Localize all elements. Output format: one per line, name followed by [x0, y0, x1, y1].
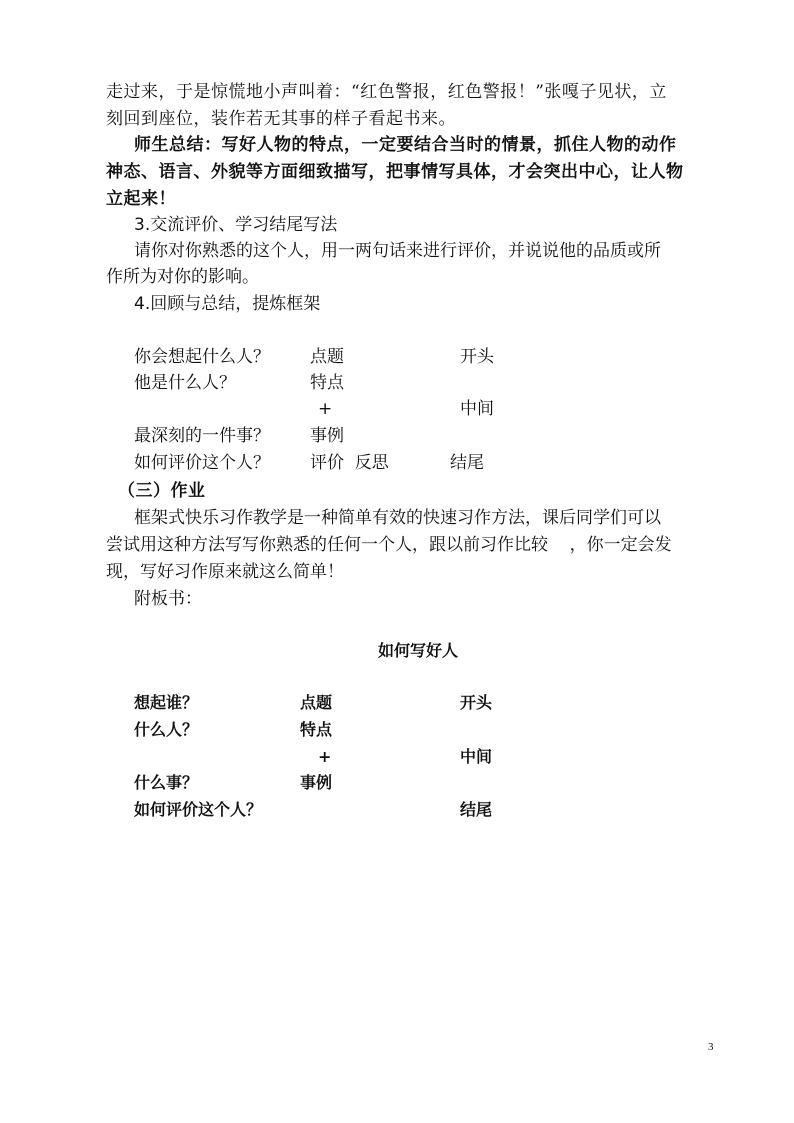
story-line-1: 走过来，于是惊慌地小声叫着：“红色警报，红色警报！”张嘎子见状，立	[106, 82, 667, 102]
board-content: 点题	[300, 693, 333, 712]
framework-content: 点题	[310, 347, 344, 367]
framework-part: 中间	[460, 399, 494, 419]
homework-line-2: 尝试用这种方法写写你熟悉的任何一个人，跟以前习作比较 ，你一定会发	[106, 535, 672, 555]
board-part: 中间	[460, 747, 493, 766]
homework-line-1: 框架式快乐习作教学是一种简单有效的快速习作方法，课后同学们可以	[134, 508, 661, 528]
step4-heading: 4.回顾与总结，提炼框架	[134, 294, 321, 314]
board-part: 结尾	[460, 800, 493, 819]
framework-question: 他是什么人？	[134, 373, 236, 393]
framework-content: 评价 反思	[310, 453, 389, 473]
framework-question: 你会想起什么人？	[134, 347, 270, 367]
homework-heading: （三）作业	[118, 481, 206, 501]
step3-line-1: 请你对你熟悉的这个人，用一两句话来进行评价，并说说他的品质或所	[134, 241, 661, 261]
framework-part: 开头	[460, 347, 494, 367]
board-question: 想起谁？	[134, 693, 199, 712]
board-part: 开头	[460, 693, 493, 712]
framework-content: +	[318, 399, 333, 419]
framework-question: 最深刻的一件事？	[134, 426, 270, 446]
board-question: 如何评价这个人？	[134, 800, 263, 819]
board-title: 如何写好人	[378, 641, 459, 660]
page-number: 3	[708, 1041, 714, 1053]
board-content: 事例	[300, 773, 333, 792]
board-content: 特点	[300, 720, 333, 739]
board-question: 什么人？	[134, 720, 199, 739]
step3-line-2: 作所为对你的影响。	[106, 267, 259, 287]
homework-line-3: 现，写好习作原来就这么简单！	[106, 562, 344, 582]
summary-line-3: 立起来！	[106, 189, 176, 209]
framework-content: 事例	[310, 426, 344, 446]
board-content: +	[318, 747, 332, 766]
board-question: 什么事？	[134, 773, 199, 792]
framework-part: 结尾	[450, 453, 484, 473]
framework-content: 特点	[310, 373, 344, 393]
summary-line-1: 师生总结：写好人物的特点，一定要结合当时的情景，抓住人物的动作	[134, 135, 677, 155]
story-line-2: 刻回到座位，装作若无其事的样子看起书来。	[106, 109, 456, 129]
step3-heading: 3.交流评价、学习结尾写法	[134, 215, 338, 235]
framework-question: 如何评价这个人？	[134, 453, 270, 473]
appendix-label: 附板书：	[134, 589, 202, 609]
summary-line-2: 神态、语言、外貌等方面细致描写，把事情写具体，才会突出中心，让人物	[106, 162, 684, 182]
